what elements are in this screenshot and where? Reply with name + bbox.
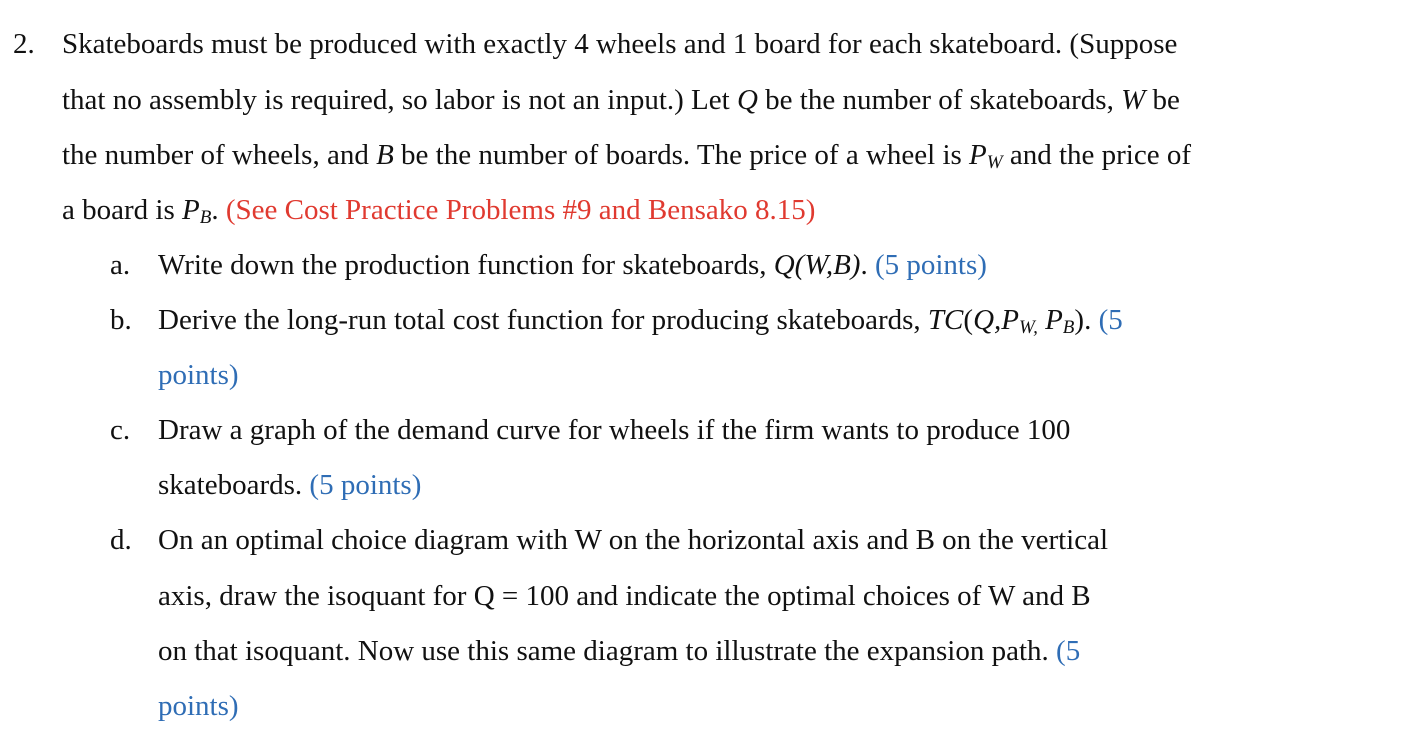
question-line-3: the number of wheels, and B be the number of boards. The price of a wheel is $P_W$ and the price of (62, 139, 1192, 173)
part-d-line-3: on that isoquant. Now use this same diagram to illustrate the expansion path. (5 (158, 635, 1081, 667)
question-line-2: that no assembly is required, so labor is not an input.) Let Q be the number of skateboards, W be (62, 84, 1180, 116)
part-c-line-2: skateboards. (5 points) (158, 469, 422, 501)
part-d-points: (5 (1056, 635, 1081, 667)
part-d-line-2: axis, draw the isoquant for Q = 100 and indicate the optimal choices of W and B (158, 580, 1091, 612)
part-b-label: b. (110, 304, 132, 336)
question-line-4: a board is $P_B$. (See Cost Practice Problems #9 and Bensako 8.15) (62, 194, 816, 228)
question-number: 2. (13, 28, 35, 60)
var-b: B (376, 139, 394, 171)
production-function: Q(W,B) (773, 249, 861, 281)
part-b-text: Derive the long-run total cost function for producing skateboards, $TC(Q,P_{W,}$ $P_B$). (5 (158, 304, 1123, 338)
part-b-points: (5 (1098, 304, 1123, 336)
var-pw: P (969, 139, 987, 171)
part-d-label: d. (110, 524, 132, 556)
var-q: Q (736, 84, 758, 116)
part-c-line-1: Draw a graph of the demand curve for wheels if the firm wants to produce 100 (158, 414, 1071, 446)
cost-function: TC (927, 304, 964, 336)
var-w: W (1121, 84, 1146, 116)
reference-note: (See Cost Practice Problems #9 and Bensako 8.15) (225, 194, 816, 226)
part-a-text: Write down the production function for skateboards, Q(W,B). (5 points) (158, 249, 987, 281)
part-d-line-1: On an optimal choice diagram with W on the horizontal axis and B on the vertical (158, 524, 1109, 556)
part-a-points: (5 points) (874, 249, 987, 281)
var-pb: P (182, 194, 200, 226)
part-c-label: c. (110, 414, 131, 446)
part-c-points: (5 points) (309, 469, 422, 501)
part-a-label: a. (110, 249, 131, 281)
part-b-points-cont: points) (158, 359, 239, 391)
part-d-points-cont: points) (158, 690, 239, 722)
question-line-1: Skateboards must be produced with exactly 4 wheels and 1 board for each skateboard. (Suppose (62, 28, 1178, 60)
